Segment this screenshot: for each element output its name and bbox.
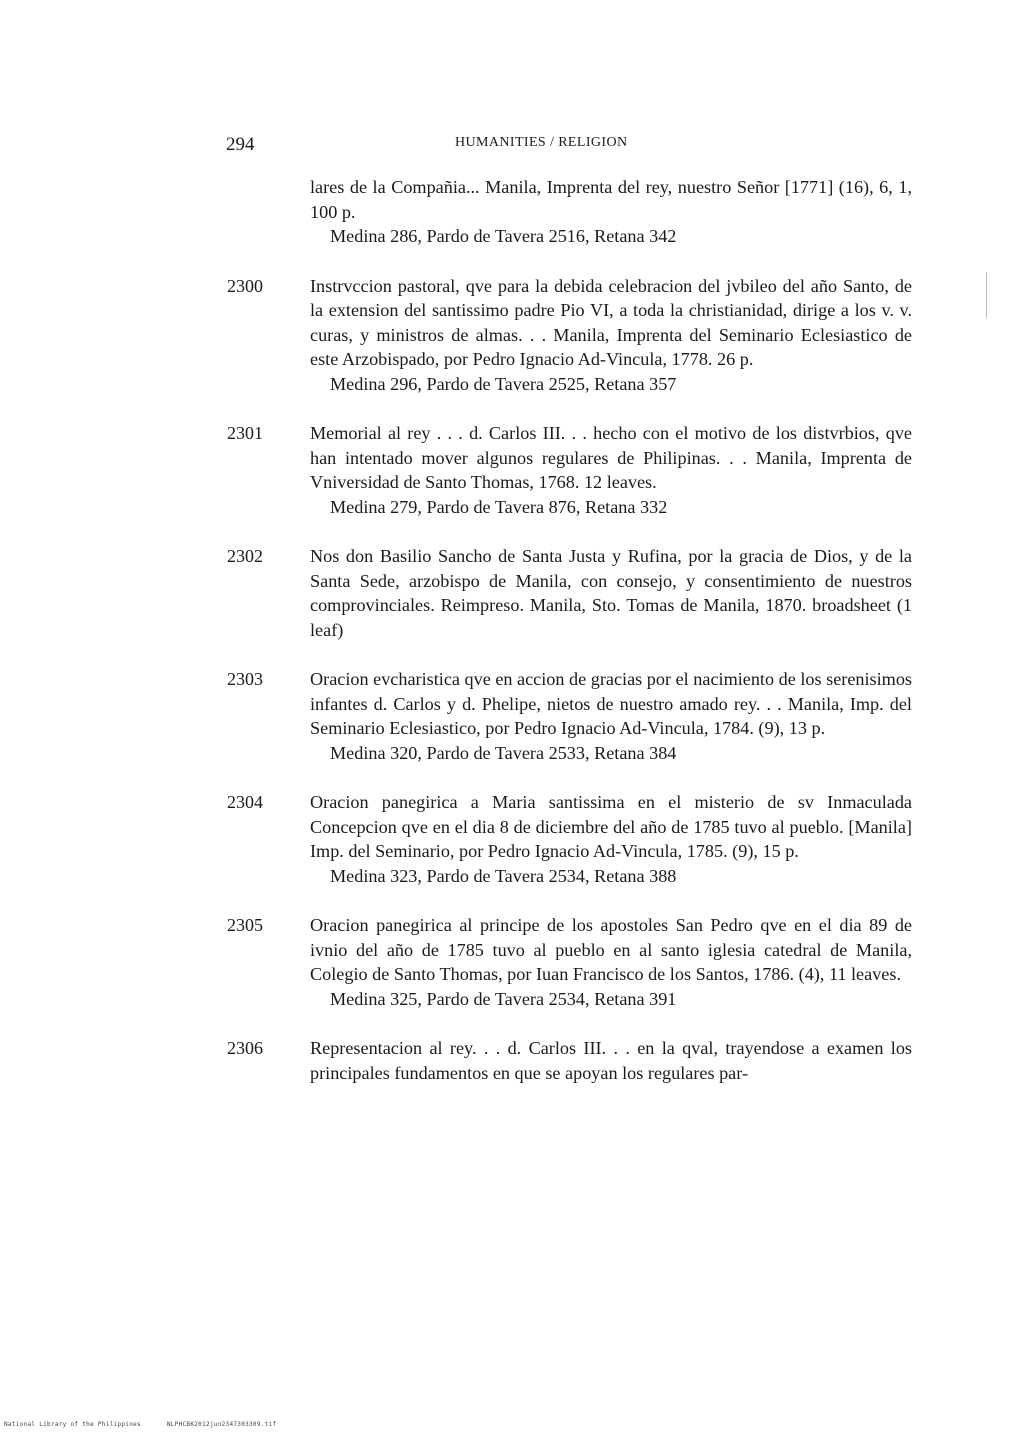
entry-citation: Medina 325, Pardo de Tavera 2534, Retana 391 — [330, 988, 677, 1009]
entry-number: 2300 — [227, 275, 263, 296]
entry-body — [310, 1036, 912, 1085]
entry-body — [310, 544, 912, 642]
bibliography-entries — [0, 175, 1011, 1110]
entry-number: 2304 — [227, 792, 263, 812]
entry-2306 — [0, 1036, 1011, 1085]
entry-citation: Medina 279, Pardo de Tavera 876, Retana 332 — [330, 496, 668, 517]
entry-citation: Medina 320, Pardo de Tavera 2533, Retana 384 — [330, 742, 677, 763]
entry-text: Oracion evcharistica qve en accion de gracias por el nacimiento de los serenisimos infantes d. Carlos y d. Phelipe, nietos de nuestro amado rey. . . Manila, Imp. del Seminario Eclesiastico, por Pedro Ignacio Ad-Vincula, 1784. (9), 13 p. — [310, 669, 912, 738]
entry-number: 2302 — [227, 546, 263, 566]
entry-2302 — [0, 544, 1011, 642]
entry-continued — [0, 175, 1011, 249]
entry-body — [310, 274, 912, 397]
page-number: 294 — [226, 134, 255, 155]
entry-body — [310, 790, 912, 888]
footer-library: National Library of the Philippines — [4, 1421, 141, 1428]
entry-text: lares de la Compañia... Manila, Imprenta del rey, nuestro Señor [1771] (16), 6, 1, 100 p. — [310, 177, 912, 222]
entry-text: Oracion panegirica al principe de los apostoles San Pedro qve en el dia 89 de ivnio del año de 1785 tuvo al pueblo en al santo iglesia catedral de Manila, Colegio de Santo Thomas, por Iuan Francisco de los Santos, 1786. (4), 11 leaves. — [310, 915, 912, 984]
entry-number: 2305 — [227, 915, 263, 935]
entry-2300 — [0, 274, 1011, 397]
entry-2303 — [0, 667, 1011, 765]
entry-citation: Medina 323, Pardo de Tavera 2534, Retana 388 — [330, 865, 677, 886]
entry-text: Nos don Basilio Sancho de Santa Justa y Rufina, por la gracia de Dios, y de la Santa Sede, arzobispo de Manila, con consejo, y consentimiento de nuestros comprovinciales. Reimpreso. Manila, Sto. Tomas de Manila, 1870. broadsheet (1 leaf) — [310, 546, 912, 640]
entry-citation: Medina 286, Pardo de Tavera 2516, Retana 342 — [330, 226, 677, 246]
entry-number: 2303 — [227, 669, 263, 689]
entry-body — [310, 913, 912, 1011]
entry-number: 2306 — [227, 1038, 263, 1058]
running-head: HUMANITIES / RELIGION — [455, 135, 628, 150]
footer-file-id: NLPHCBK2012jun2347303309.tif — [166, 1421, 277, 1428]
scan-footer — [4, 1421, 276, 1428]
entry-text: Memorial al rey . . . d. Carlos III. . . hecho con el motivo de los distvrbios, qve han intentado mover algunos regulares de Philipinas. . . Manila, Imprenta de Vniversidad de Santo Thomas, 1768. 12 leaves. — [310, 423, 912, 492]
entry-text: Instrvccion pastoral, qve para la debida celebracion del jvbileo del año Santo, de la extension del santissimo padre Pio VI, a toda la christianidad, dirige a los v. v. curas, y ministros de almas. . . Manila, Imprenta del Seminario Eclesiastico de este Arzobispado, por Pedro Ignacio Ad-Vincula, 1778. 26 p. — [310, 275, 912, 369]
entry-text: Representacion al rey. . . d. Carlos III. . . en la qval, trayendose a examen los principales fundamentos en que se apoyan los regulares par- — [310, 1038, 912, 1083]
entry-2305 — [0, 913, 1011, 1011]
entry-2304 — [0, 790, 1011, 888]
entry-text: Oracion panegirica a Maria santissima en el misterio de sv Inmaculada Concepcion qve en el dia 8 de diciembre del año de 1785 tuvo al pueblo. [Manila] Imp. del Seminario, por Pedro Ignacio Ad-Vincula, 1785. (9), 15 p. — [310, 792, 912, 861]
entry-body — [310, 421, 912, 519]
entry-citation: Medina 296, Pardo de Tavera 2525, Retana 357 — [330, 373, 677, 394]
entry-body — [310, 667, 912, 765]
entry-number: 2301 — [227, 423, 263, 443]
entry-2301 — [0, 421, 1011, 519]
entry-body — [310, 175, 912, 249]
